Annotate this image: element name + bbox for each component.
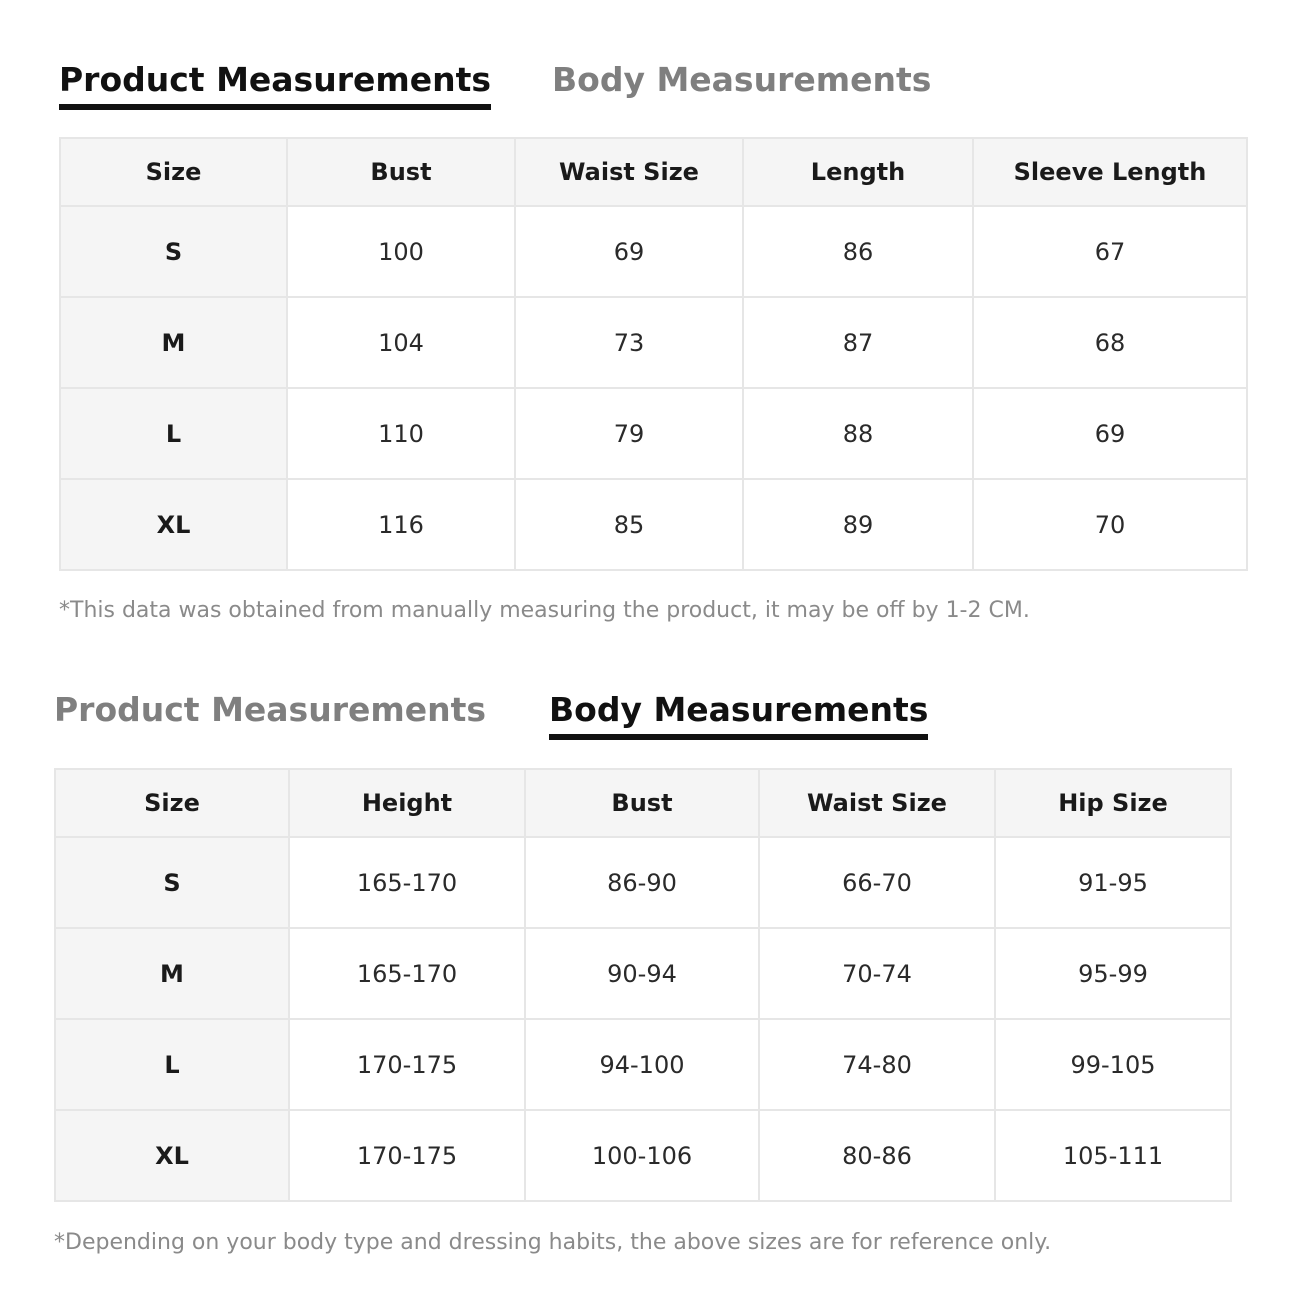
size-cell: M [55, 928, 289, 1019]
column-header: Waist Size [515, 138, 743, 206]
table-cell: 165-170 [289, 928, 525, 1019]
table-cell: 91-95 [995, 837, 1231, 928]
table-cell: 79 [515, 388, 743, 479]
table-cell: 73 [515, 297, 743, 388]
product-measurements-table [59, 137, 1248, 571]
table-cell: 69 [515, 206, 743, 297]
table-cell: 94-100 [525, 1019, 759, 1110]
table-cell: 86 [743, 206, 973, 297]
size-cell: L [55, 1019, 289, 1110]
table-cell: 86-90 [525, 837, 759, 928]
column-header: Length [743, 138, 973, 206]
table-cell: 90-94 [525, 928, 759, 1019]
table-cell: 66-70 [759, 837, 995, 928]
table-row [60, 297, 1247, 388]
body-measurement-note: *Depending on your body type and dressing habits, the above sizes are for reference only. [54, 1230, 1052, 1255]
table-row [60, 388, 1247, 479]
table-cell: 170-175 [289, 1019, 525, 1110]
column-header: Height [289, 769, 525, 837]
table-row [60, 479, 1247, 570]
table-cell: 95-99 [995, 928, 1231, 1019]
table-cell: 80-86 [759, 1110, 995, 1201]
size-cell: S [55, 837, 289, 928]
table-cell: 105-111 [995, 1110, 1231, 1201]
column-header: Size [60, 138, 287, 206]
tab-label: Body Measurements [552, 60, 932, 99]
table-cell: 116 [287, 479, 515, 570]
table-cell: 100-106 [525, 1110, 759, 1201]
table-cell: 68 [973, 297, 1247, 388]
table-row [60, 206, 1247, 297]
tab-product-measurements[interactable] [54, 690, 486, 730]
table-cell: 165-170 [289, 837, 525, 928]
tab-label: Product Measurements [59, 60, 492, 99]
table-cell: 85 [515, 479, 743, 570]
tab-label: Body Measurements [549, 690, 929, 729]
table-cell: 104 [287, 297, 515, 388]
table-header-row [60, 138, 1247, 206]
tab-body-measurements[interactable] [552, 60, 931, 100]
table-cell: 100 [287, 206, 515, 297]
column-header: Hip Size [995, 769, 1231, 837]
table-header-row [55, 769, 1231, 837]
size-cell: L [60, 388, 287, 479]
column-header: Bust [525, 769, 759, 837]
table-cell: 69 [973, 388, 1247, 479]
size-cell: XL [60, 479, 287, 570]
table-cell: 70 [973, 479, 1247, 570]
table-cell: 87 [743, 297, 973, 388]
tab-body-measurements[interactable] [549, 690, 928, 730]
column-header: Bust [287, 138, 515, 206]
product-measurement-note: *This data was obtained from manually measuring the product, it may be off by 1-2 CM. [59, 598, 1030, 623]
size-cell: M [60, 297, 287, 388]
size-cell: S [60, 206, 287, 297]
table-cell: 170-175 [289, 1110, 525, 1201]
tab-label: Product Measurements [54, 690, 487, 729]
column-header: Size [55, 769, 289, 837]
table-row [55, 928, 1231, 1019]
table-cell: 67 [973, 206, 1247, 297]
table-cell: 88 [743, 388, 973, 479]
table-row [55, 1110, 1231, 1201]
tab-product-measurements[interactable] [59, 60, 491, 100]
table-cell: 89 [743, 479, 973, 570]
table-row [55, 1019, 1231, 1110]
active-tab-underline [59, 104, 491, 110]
table-cell: 110 [287, 388, 515, 479]
column-header: Sleeve Length [973, 138, 1247, 206]
column-header: Waist Size [759, 769, 995, 837]
table-cell: 70-74 [759, 928, 995, 1019]
table-row [55, 837, 1231, 928]
table-cell: 99-105 [995, 1019, 1231, 1110]
table-cell: 74-80 [759, 1019, 995, 1110]
body-measurements-table [54, 768, 1232, 1202]
active-tab-underline [549, 734, 928, 740]
size-cell: XL [55, 1110, 289, 1201]
